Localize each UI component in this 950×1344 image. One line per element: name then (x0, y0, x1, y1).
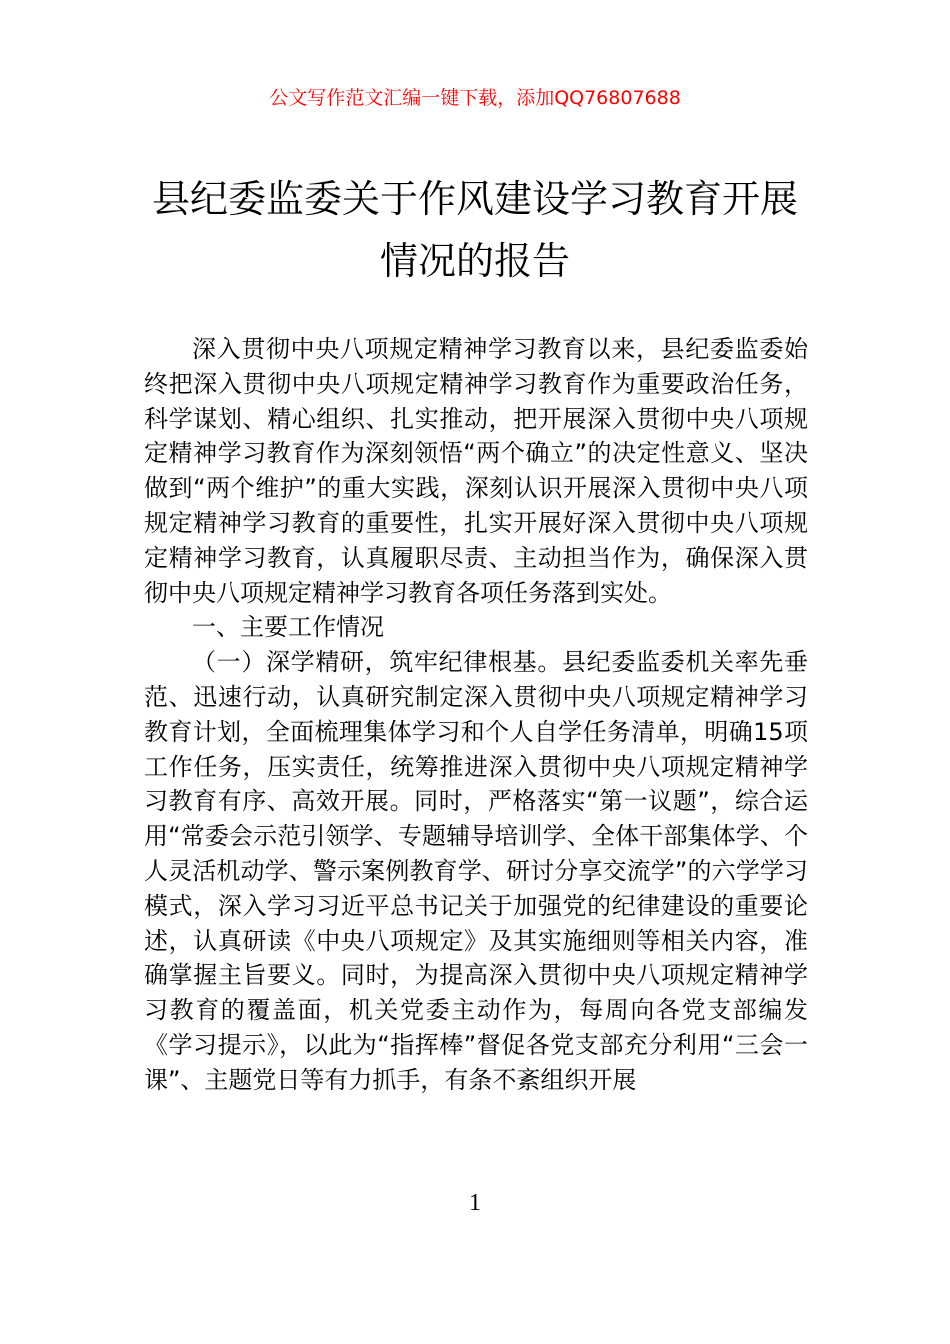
paragraph-intro: 深入贯彻中央八项规定精神学习教育以来，县纪委监委始终把深入贯彻中央八项规定精神学习教育作为重要政治任务，科学谋划、精心组织、扎实推动，把开展深入贯彻中央八项规定精神学习教育作为深刻领悟“两个确立”的决定性意义、坚决做到“两个维护”的重大实践，深刻认识开展深入贯彻中央八项规定精神学习教育的重要性，扎实开展好深入贯彻中央八项规定精神学习教育，认真履职尽责、主动担当作为，确保深入贯彻中央八项规定精神学习教育各项任务落到实处。 (144, 335, 808, 607)
document-title: 县纪委监委关于作风建设学习教育开展情况的报告 (151, 177, 798, 283)
document-body (144, 332, 808, 1098)
section-heading-main-work: 一、主要工作情况 (192, 613, 384, 642)
header-banner: 公文写作范文汇编一键下载，添加QQ76807688 (269, 87, 681, 109)
paragraph-study: （一）深学精研，筑牢纪律根基。县纪委监委机关率先垂范、迅速行动，认真研究制定深入贯彻中央八项规定精神学习教育计划，全面梳理集体学习和个人自学任务清单，明确15项工作任务，压实责任，统筹推进深入贯彻中央八项规定精神学习教育有序、高效开展。同时，严格落实“第一议题”，综合运用“常委会示范引领学、专题辅导培训学、全体干部集体学、个人灵活机动学、警示案例教育学、研讨分享交流学”的六学学习模式，深入学习习近平总书记关于加强党的纪律建设的重要论述，认真研读《中央八项规定》及其实施细则等相关内容，准确掌握主旨要义。同时，为提高深入贯彻中央八项规定精神学习教育的覆盖面，机关党委主动作为，每周向各党支部编发《学习提示》，以此为“指挥棒”督促各党支部充分利用“三会一课”、主题党日等有力抓手，有条不紊组织开展 (144, 648, 808, 1094)
page-number: 1 (469, 1190, 481, 1216)
